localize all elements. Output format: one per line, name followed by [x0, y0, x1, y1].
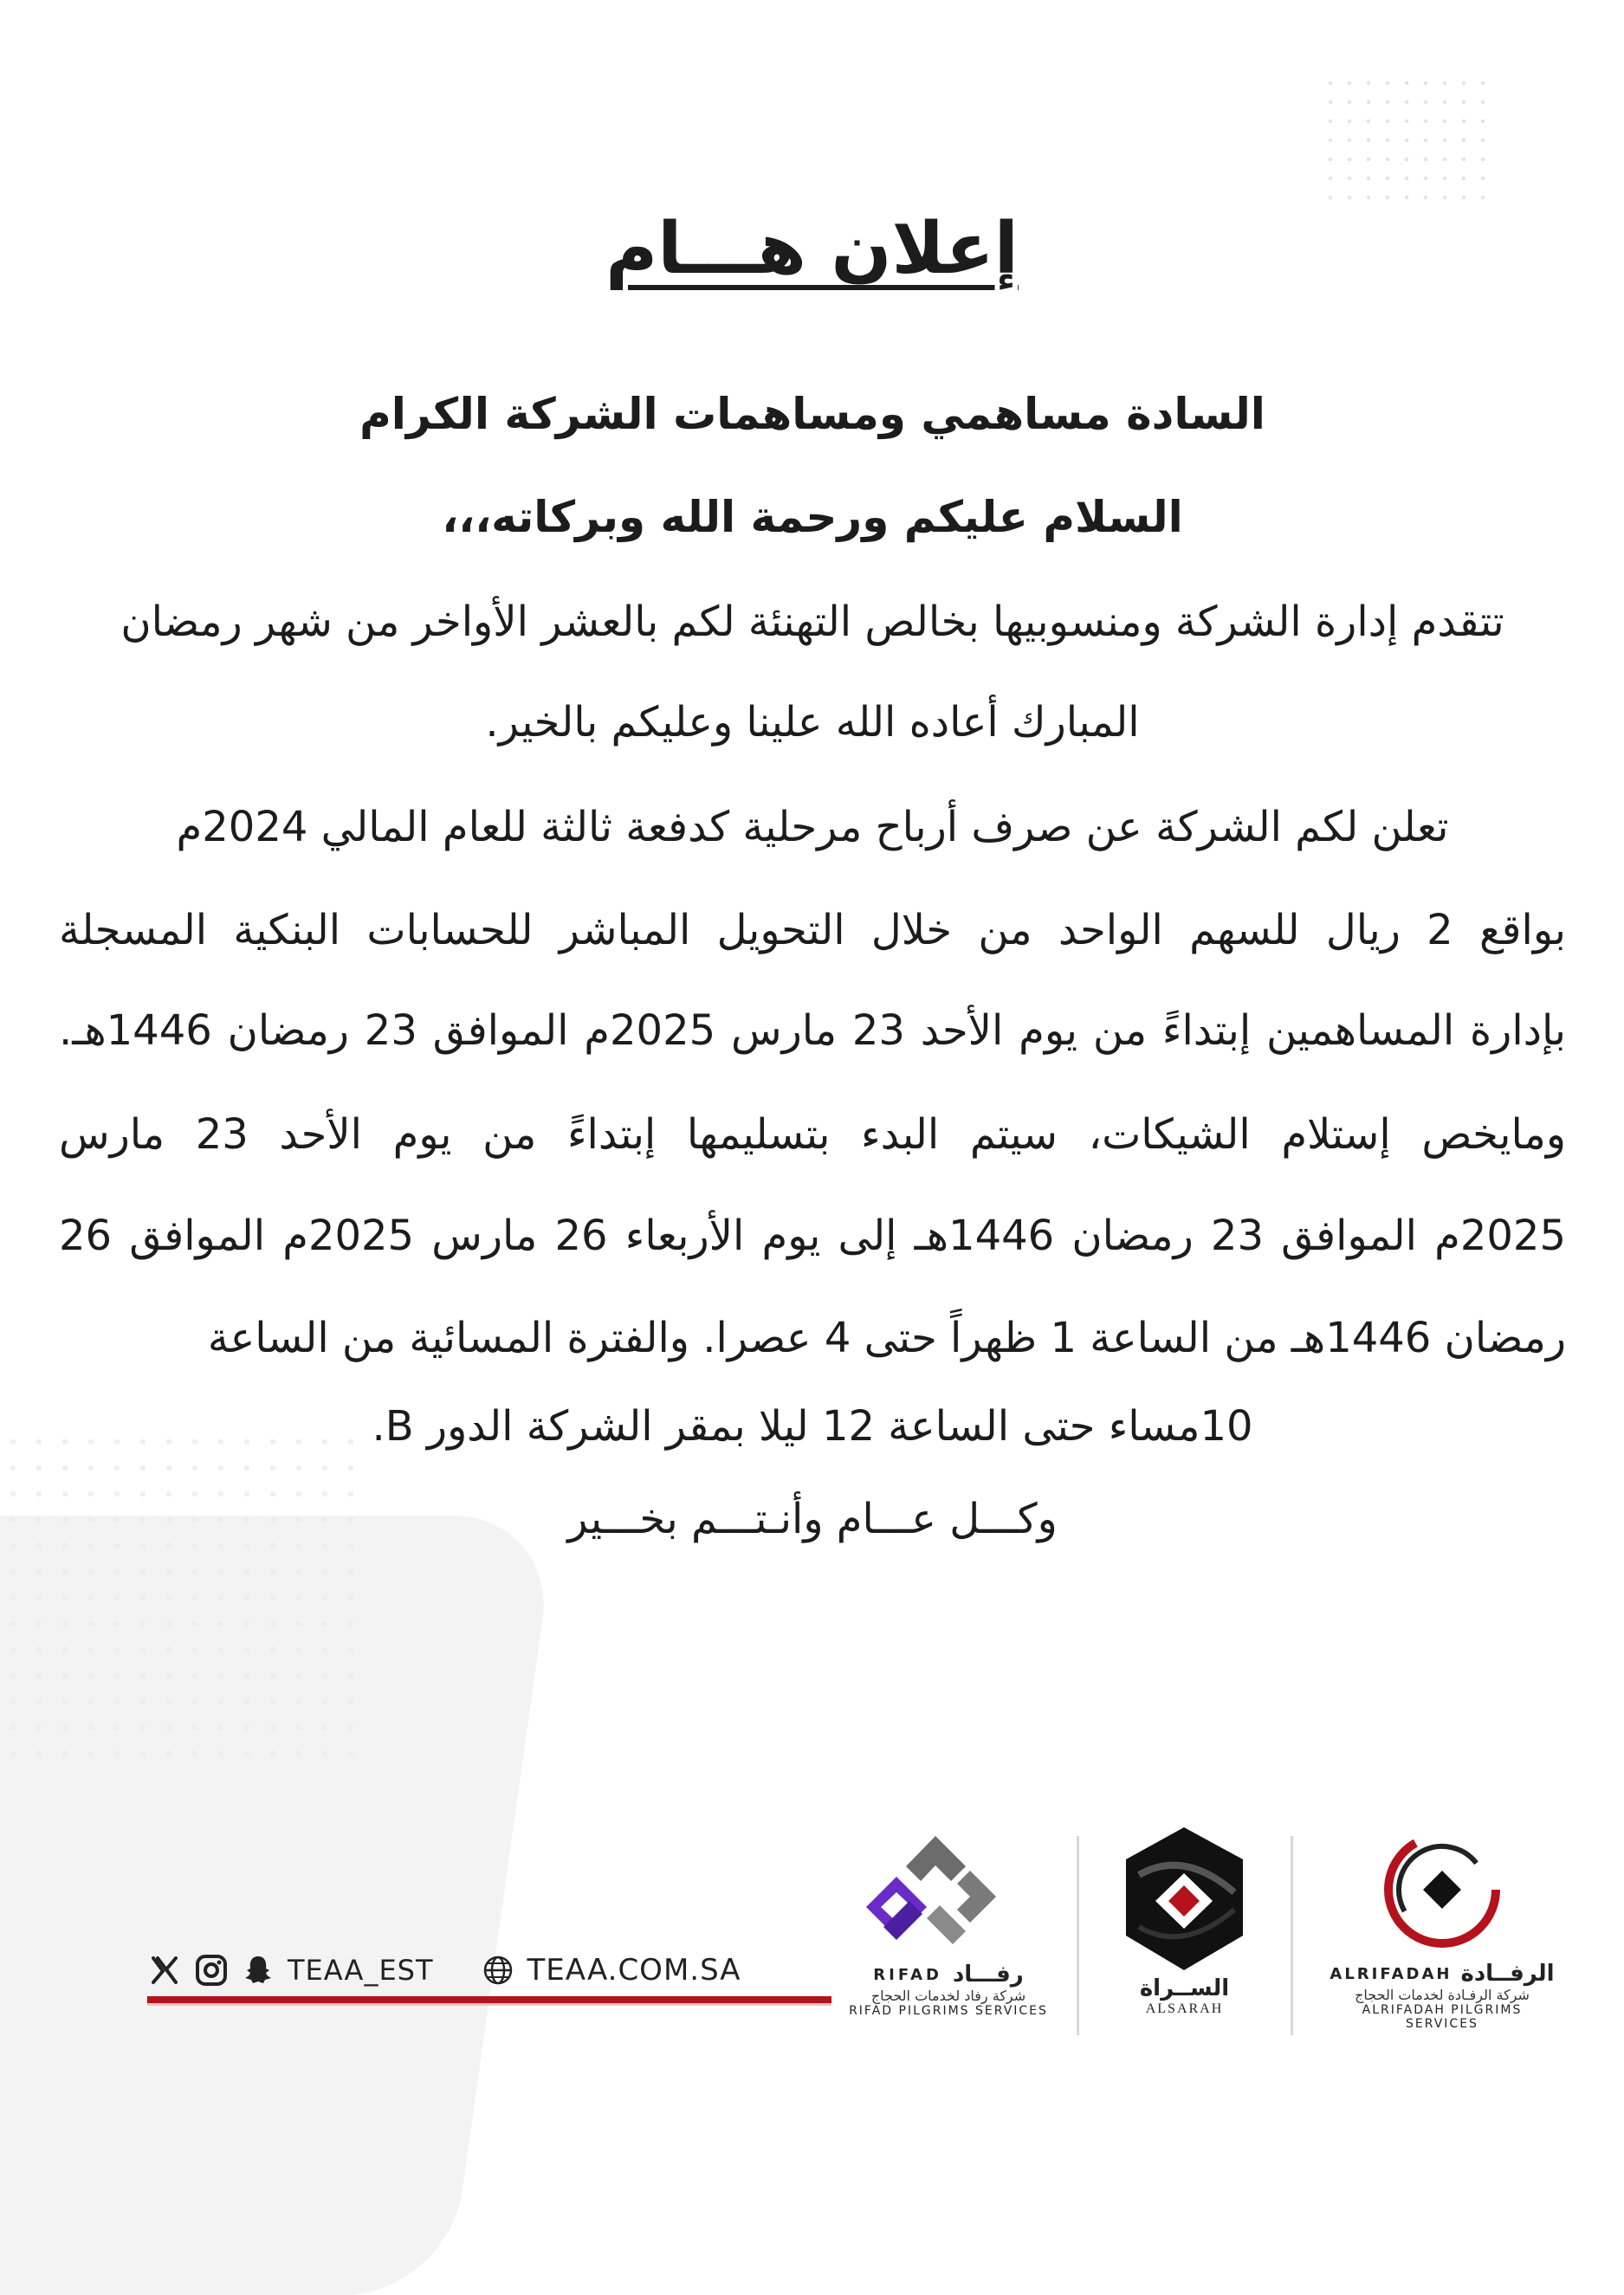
paragraph-line: ومايخص إستلام الشيكات، سيتم البدء بتسليمها إبتداءً من يوم الأحد 23 مارس — [59, 1110, 1566, 1159]
paragraph-line: رمضان 1446هـ من الساعة 1 ظهراً حتى 4 عصرا. والفترة المسائية من الساعة — [207, 1314, 1566, 1362]
alrifadah-logo — [1325, 1827, 1559, 2031]
logo-divider — [1291, 1836, 1293, 2035]
paragraph-line: بإدارة المساهمين إبتداءً من يوم الأحد 23 مارس 2025م الموافق 23 رمضان 1446هـ. — [59, 1006, 1567, 1055]
social-bar — [147, 1949, 741, 1992]
alrifadah-name-ar: الرفــادة — [1460, 1961, 1555, 1987]
paragraph-line: 10مساء حتى الساعة 12 ليلا بمقر الشركة الدور B. — [372, 1402, 1253, 1451]
paragraph-line: 2025م الموافق 23 رمضان 1446هـ إلى يوم الأربعاء 26 مارس 2025م الموافق 26 — [59, 1212, 1566, 1260]
footer-rule-shadow — [147, 2003, 831, 2006]
globe-icon — [481, 1953, 515, 1988]
closing-line: وكـــل عـــام وأنـتـــم بخـــير — [567, 1495, 1058, 1543]
social-handle[interactable]: TEAA_EST — [288, 1954, 434, 1987]
paragraph-line: بواقع 2 ريال للسهم الواحد من خلال التحويل المباشر للحسابات البنكية المسجلة — [59, 906, 1566, 954]
rifad-subtitle-en: RIFAD PILGRIMS SERVICES — [849, 2004, 1048, 2018]
salutation: السادة مساهمي ومساهمات الشركة الكرام — [359, 389, 1265, 439]
paragraph-line: تتقدم إدارة الشركة ومنسوبيها بخالص التهنئة لكم بالعشر الأواخر من شهر رمضان — [120, 598, 1504, 646]
logo-divider — [1077, 1836, 1079, 2035]
alrifadah-name-en: ALRIFADAH — [1330, 1964, 1453, 1983]
instagram-icon[interactable] — [194, 1953, 229, 1988]
rifad-emblem-icon — [844, 1832, 1052, 1962]
alsarah-emblem-icon — [1104, 1823, 1265, 1979]
alsarah-name-en: ALSARAH — [1145, 2001, 1224, 2016]
x-icon[interactable] — [147, 1953, 182, 1988]
rifad-subtitle-ar: شركة رفاد لخدمات الحجاج — [870, 1988, 1026, 2004]
alrifadah-emblem-icon — [1325, 1827, 1559, 1957]
rifad-logo — [844, 1832, 1052, 2018]
greeting: السلام عليكم ورحمة الله وبركاته،،، — [442, 492, 1183, 542]
rifad-name-ar: رفـــاد — [952, 1962, 1024, 1988]
alrifadah-subtitle-ar: شركة الرفـادة لخدمات الحجاج — [1355, 1987, 1530, 2003]
page-title: إعلان هـــام — [605, 208, 1019, 290]
rifad-name-en: RIFAD — [873, 1965, 942, 1984]
footer-rule — [147, 1996, 831, 2003]
alrifadah-subtitle-en: ALRIFADAH PILGRIMS SERVICES — [1362, 2003, 1523, 2031]
paragraph-line: المبارك أعاده الله علينا وعليكم بالخير. — [485, 698, 1140, 747]
website-link[interactable]: TEAA.COM.SA — [527, 1953, 741, 1988]
alsarah-name-ar: الســراة — [1139, 1975, 1230, 2001]
snapchat-icon[interactable] — [241, 1953, 275, 1988]
paragraph-line: تعلن لكم الشركة عن صرف أرباح مرحلية كدفعة ثالثة للعام المالي 2024م — [176, 803, 1449, 851]
alsarah-logo — [1104, 1823, 1265, 2017]
